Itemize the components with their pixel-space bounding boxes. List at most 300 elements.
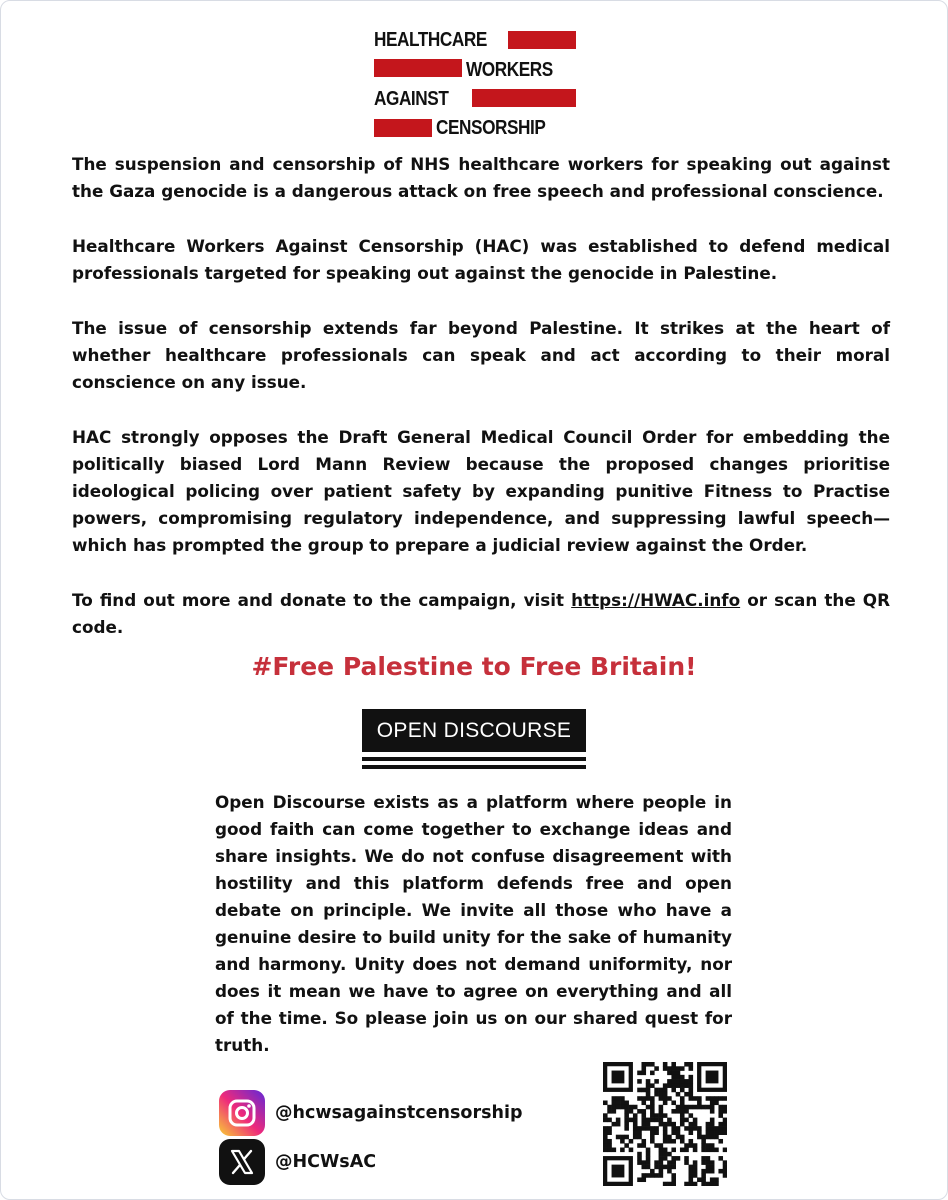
qr-module bbox=[723, 1122, 727, 1127]
qr-module bbox=[659, 1088, 664, 1093]
qr-module bbox=[650, 1173, 655, 1178]
qr-module bbox=[710, 1169, 715, 1174]
qr-module bbox=[659, 1156, 664, 1161]
qr-module bbox=[693, 1143, 698, 1148]
open-discourse-logo bbox=[362, 709, 586, 769]
qr-module bbox=[697, 1096, 702, 1101]
qr-module bbox=[676, 1075, 681, 1080]
qr-module bbox=[603, 1135, 608, 1140]
qr-module bbox=[659, 1092, 664, 1097]
qr-module bbox=[607, 1118, 612, 1123]
qr-module bbox=[646, 1156, 651, 1161]
qr-module bbox=[659, 1122, 664, 1127]
qr-module bbox=[710, 1148, 715, 1153]
logo-bar bbox=[472, 89, 576, 107]
qr-module bbox=[684, 1109, 689, 1114]
qr-module bbox=[714, 1148, 719, 1153]
qr-module bbox=[689, 1083, 694, 1088]
qr-module bbox=[646, 1165, 651, 1170]
qr-module bbox=[620, 1139, 625, 1144]
qr-module bbox=[723, 1148, 727, 1153]
qr-module bbox=[671, 1165, 676, 1170]
qr-module bbox=[603, 1100, 608, 1105]
qr-module bbox=[646, 1152, 651, 1157]
qr-module bbox=[671, 1130, 676, 1135]
qr-module bbox=[706, 1156, 711, 1161]
qr-module bbox=[693, 1169, 698, 1174]
qr-module bbox=[641, 1143, 646, 1148]
qr-module bbox=[710, 1135, 715, 1140]
qr-module bbox=[671, 1148, 676, 1153]
qr-module bbox=[650, 1096, 655, 1101]
qr-module bbox=[689, 1182, 694, 1186]
qr-module bbox=[676, 1156, 681, 1161]
qr-module bbox=[663, 1156, 668, 1161]
qr-module bbox=[612, 1105, 617, 1110]
qr-module bbox=[710, 1109, 715, 1114]
qr-module bbox=[667, 1169, 672, 1174]
qr-module bbox=[680, 1083, 685, 1088]
qr-module bbox=[667, 1122, 672, 1127]
qr-module bbox=[706, 1148, 711, 1153]
qr-module bbox=[693, 1122, 698, 1127]
qr-module bbox=[718, 1156, 723, 1161]
qr-module bbox=[718, 1130, 723, 1135]
qr-module bbox=[607, 1109, 612, 1114]
qr-module bbox=[693, 1182, 698, 1186]
qr-module bbox=[671, 1160, 676, 1165]
qr-module bbox=[659, 1148, 664, 1153]
qr-module bbox=[654, 1130, 659, 1135]
qr-module bbox=[710, 1177, 715, 1182]
qr-module bbox=[654, 1079, 659, 1084]
qr-module bbox=[659, 1118, 664, 1123]
qr-module bbox=[671, 1109, 676, 1114]
qr-module bbox=[641, 1177, 646, 1182]
qr-module bbox=[689, 1165, 694, 1170]
qr-module bbox=[723, 1105, 727, 1110]
qr-module bbox=[629, 1139, 634, 1144]
qr-module bbox=[620, 1096, 625, 1101]
qr-module bbox=[684, 1083, 689, 1088]
qr-module bbox=[667, 1160, 672, 1165]
qr-module bbox=[706, 1126, 711, 1131]
qr-module bbox=[641, 1109, 646, 1114]
qr-module bbox=[671, 1079, 676, 1084]
qr-module bbox=[659, 1105, 664, 1110]
qr-module bbox=[684, 1143, 689, 1148]
qr-module bbox=[663, 1066, 668, 1071]
qr-module bbox=[676, 1092, 681, 1097]
qr-module bbox=[710, 1182, 715, 1186]
about-hac-paragraph: Healthcare Workers Against Censorship (HAC) was established to defend medical professionals targeted for speaking out against the genocide in Palestine. bbox=[72, 236, 890, 283]
qr-module bbox=[684, 1126, 689, 1131]
qr-module bbox=[646, 1079, 651, 1084]
qr-module bbox=[680, 1079, 685, 1084]
qr-module bbox=[637, 1160, 642, 1165]
qr-module bbox=[612, 1109, 617, 1114]
qr-module bbox=[633, 1118, 638, 1123]
qr-module bbox=[701, 1105, 706, 1110]
qr-module bbox=[663, 1130, 668, 1135]
qr-module bbox=[663, 1135, 668, 1140]
qr-module bbox=[667, 1096, 672, 1101]
qr-module bbox=[650, 1071, 655, 1076]
qr-module bbox=[718, 1105, 723, 1110]
qr-module bbox=[680, 1122, 685, 1127]
qr-module bbox=[714, 1100, 719, 1105]
qr-module bbox=[710, 1118, 715, 1123]
qr-module bbox=[689, 1177, 694, 1182]
qr-module bbox=[689, 1169, 694, 1174]
qr-module bbox=[646, 1092, 651, 1097]
qr-module bbox=[701, 1182, 706, 1186]
logo-word: WORKERS bbox=[466, 59, 553, 81]
qr-module bbox=[629, 1148, 634, 1153]
qr-module bbox=[659, 1173, 664, 1178]
qr-module bbox=[612, 1148, 617, 1153]
qr-module bbox=[680, 1088, 685, 1093]
qr-module bbox=[603, 1139, 608, 1144]
qr-module bbox=[633, 1126, 638, 1131]
qr-module bbox=[710, 1165, 715, 1170]
qr-module bbox=[714, 1177, 719, 1182]
qr-module bbox=[701, 1139, 706, 1144]
qr-module bbox=[684, 1062, 689, 1067]
qr-module bbox=[616, 1105, 621, 1110]
qr-module bbox=[646, 1105, 651, 1110]
qr-module bbox=[624, 1109, 629, 1114]
qr-module bbox=[689, 1122, 694, 1127]
qr-module bbox=[624, 1113, 629, 1118]
qr-module bbox=[701, 1135, 706, 1140]
qr-module bbox=[676, 1126, 681, 1131]
qr-module bbox=[654, 1165, 659, 1170]
qr-module bbox=[689, 1066, 694, 1071]
qr-module bbox=[650, 1126, 655, 1131]
qr-module bbox=[616, 1135, 621, 1140]
qr-module bbox=[701, 1173, 706, 1178]
qr-module bbox=[624, 1118, 629, 1123]
qr-module bbox=[663, 1122, 668, 1127]
hwac-link[interactable]: https://HWAC.info bbox=[571, 590, 741, 610]
qr-module bbox=[637, 1152, 642, 1157]
qr-module bbox=[641, 1062, 646, 1067]
instagram-icon bbox=[219, 1090, 265, 1136]
qr-module bbox=[680, 1066, 685, 1071]
qr-module bbox=[667, 1083, 672, 1088]
qr-module bbox=[689, 1088, 694, 1093]
qr-module bbox=[637, 1096, 642, 1101]
qr-module bbox=[693, 1126, 698, 1131]
qr-module bbox=[637, 1177, 642, 1182]
qr-module bbox=[641, 1100, 646, 1105]
qr-module bbox=[646, 1062, 651, 1067]
qr-module bbox=[663, 1113, 668, 1118]
qr-module bbox=[663, 1148, 668, 1153]
qr-module bbox=[624, 1135, 629, 1140]
qr-module bbox=[646, 1118, 651, 1123]
x-logo-icon bbox=[219, 1139, 265, 1185]
qr-module bbox=[620, 1135, 625, 1140]
instagram-handle: @hcwsagainstcensorship bbox=[275, 1103, 523, 1123]
qr-module bbox=[718, 1096, 723, 1101]
qr-module bbox=[637, 1071, 642, 1076]
qr-module bbox=[671, 1139, 676, 1144]
qr-module bbox=[624, 1100, 629, 1105]
qr-module bbox=[663, 1083, 668, 1088]
qr-module bbox=[689, 1092, 694, 1097]
qr-module bbox=[641, 1160, 646, 1165]
qr-module bbox=[680, 1148, 685, 1153]
qr-module bbox=[641, 1113, 646, 1118]
logo-bar bbox=[508, 31, 576, 49]
qr-module bbox=[646, 1088, 651, 1093]
qr-module bbox=[603, 1126, 608, 1131]
qr-module bbox=[603, 1130, 608, 1135]
qr-module bbox=[650, 1113, 655, 1118]
qr-module bbox=[650, 1118, 655, 1123]
qr-module bbox=[654, 1160, 659, 1165]
qr-module bbox=[659, 1152, 664, 1157]
qr-module bbox=[671, 1071, 676, 1076]
qr-module bbox=[650, 1100, 655, 1105]
qr-module bbox=[641, 1096, 646, 1101]
qr-module bbox=[689, 1096, 694, 1101]
qr-module bbox=[680, 1109, 685, 1114]
qr-module bbox=[641, 1139, 646, 1144]
qr-module bbox=[684, 1118, 689, 1123]
qr-module bbox=[701, 1160, 706, 1165]
qr-module bbox=[637, 1126, 642, 1131]
slogan: #Free Palestine to Free Britain! bbox=[251, 652, 697, 681]
qr-module bbox=[667, 1079, 672, 1084]
qr-module bbox=[693, 1148, 698, 1153]
qr-module bbox=[714, 1130, 719, 1135]
qr-module bbox=[680, 1100, 685, 1105]
qr-module bbox=[663, 1088, 668, 1093]
qr-module bbox=[689, 1079, 694, 1084]
qr-module bbox=[667, 1139, 672, 1144]
qr-module bbox=[637, 1143, 642, 1148]
qr-module bbox=[706, 1143, 711, 1148]
qr-module bbox=[650, 1083, 655, 1088]
qr-module bbox=[693, 1096, 698, 1101]
qr-module bbox=[667, 1165, 672, 1170]
qr-module bbox=[689, 1126, 694, 1131]
qr-module bbox=[654, 1143, 659, 1148]
qr-module bbox=[710, 1096, 715, 1101]
qr-module bbox=[667, 1135, 672, 1140]
qr-module bbox=[667, 1066, 672, 1071]
qr-module bbox=[671, 1066, 676, 1071]
qr-module bbox=[637, 1156, 642, 1161]
qr-module bbox=[671, 1126, 676, 1131]
qr-module bbox=[671, 1088, 676, 1093]
qr-module bbox=[633, 1122, 638, 1127]
qr-module bbox=[671, 1156, 676, 1161]
qr-module bbox=[701, 1177, 706, 1182]
qr-module bbox=[607, 1148, 612, 1153]
qr-module bbox=[646, 1083, 651, 1088]
qr-module bbox=[603, 1143, 608, 1148]
qr-module bbox=[710, 1126, 715, 1131]
qr-module bbox=[710, 1105, 715, 1110]
qr-module bbox=[676, 1083, 681, 1088]
qr-module bbox=[684, 1160, 689, 1165]
qr-module bbox=[650, 1139, 655, 1144]
qr-module bbox=[710, 1100, 715, 1105]
qr-module bbox=[689, 1113, 694, 1118]
qr-module bbox=[607, 1143, 612, 1148]
qr-module bbox=[689, 1105, 694, 1110]
qr-module bbox=[680, 1139, 685, 1144]
qr-module bbox=[654, 1113, 659, 1118]
qr-module bbox=[680, 1118, 685, 1123]
qr-module bbox=[689, 1139, 694, 1144]
qr-module bbox=[607, 1139, 612, 1144]
qr-module bbox=[637, 1109, 642, 1114]
qr-module bbox=[641, 1118, 646, 1123]
qr-module bbox=[663, 1182, 668, 1186]
qr-module bbox=[646, 1122, 651, 1127]
qr-module bbox=[633, 1113, 638, 1118]
qr-module bbox=[633, 1105, 638, 1110]
qr-module bbox=[646, 1096, 651, 1101]
qr-module bbox=[718, 1109, 723, 1114]
qr-module bbox=[659, 1165, 664, 1170]
qr-module bbox=[663, 1152, 668, 1157]
qr-module bbox=[654, 1088, 659, 1093]
qr-module bbox=[671, 1182, 676, 1186]
qr-module bbox=[663, 1126, 668, 1131]
qr-module bbox=[612, 1165, 625, 1178]
qr-module bbox=[620, 1105, 625, 1110]
qr-module bbox=[701, 1169, 706, 1174]
qr-module bbox=[667, 1071, 672, 1076]
open-discourse-description: Open Discourse exists as a platform where people in good faith can come together to exchange ideas and share insights. We do not confuse disagreement with hostility and this platform defends free and open debate on principle. We invite all those who have a genuine desire to build unity for the sake of humanity and harmony. Unity does not demand uniformity, nor does it mean we have to agree on everything and all of the time. So please join us on our shared quest for truth. bbox=[215, 792, 732, 1055]
qr-module bbox=[629, 1109, 634, 1114]
badge-underline bbox=[362, 765, 586, 769]
qr-module bbox=[706, 1105, 711, 1110]
qr-module bbox=[671, 1083, 676, 1088]
qr-module bbox=[654, 1173, 659, 1178]
qr-module bbox=[697, 1177, 702, 1182]
qr-module bbox=[706, 1160, 711, 1165]
qr-module bbox=[723, 1118, 727, 1123]
x-handle: @HCWsAC bbox=[275, 1152, 377, 1172]
qr-module bbox=[680, 1105, 685, 1110]
qr-module bbox=[663, 1062, 668, 1067]
qr-module bbox=[684, 1182, 689, 1186]
qr-module bbox=[676, 1105, 681, 1110]
qr-module bbox=[641, 1165, 646, 1170]
qr-module bbox=[684, 1148, 689, 1153]
qr-module bbox=[603, 1113, 608, 1118]
qr-module bbox=[663, 1165, 668, 1170]
qr-module bbox=[714, 1126, 719, 1131]
qr-module bbox=[718, 1139, 723, 1144]
qr-module bbox=[659, 1160, 664, 1165]
qr-module bbox=[641, 1122, 646, 1127]
qr-module bbox=[671, 1173, 676, 1178]
qr-code-image bbox=[603, 1062, 727, 1186]
qr-module bbox=[689, 1075, 694, 1080]
qr-module bbox=[723, 1165, 727, 1170]
qr-module bbox=[680, 1135, 685, 1140]
qr-module bbox=[663, 1139, 668, 1144]
qr-module bbox=[646, 1173, 651, 1178]
qr-module bbox=[637, 1079, 642, 1084]
qr-module bbox=[612, 1071, 625, 1084]
qr-module bbox=[654, 1066, 659, 1071]
qr-module bbox=[607, 1105, 612, 1110]
qr-module bbox=[633, 1135, 638, 1140]
qr-module bbox=[637, 1130, 642, 1135]
qr-module bbox=[701, 1148, 706, 1153]
qr-code[interactable] bbox=[603, 1062, 727, 1186]
qr-module bbox=[706, 1130, 711, 1135]
qr-module bbox=[693, 1160, 698, 1165]
qr-module bbox=[710, 1160, 715, 1165]
qr-module bbox=[650, 1130, 655, 1135]
logo-word: AGAINST bbox=[374, 88, 449, 110]
qr-module bbox=[641, 1088, 646, 1093]
qr-module bbox=[684, 1156, 689, 1161]
qr-module bbox=[706, 1182, 711, 1186]
logo-word: HEALTHCARE bbox=[374, 29, 487, 51]
qr-module bbox=[603, 1118, 608, 1123]
qr-module bbox=[676, 1066, 681, 1071]
qr-module bbox=[697, 1126, 702, 1131]
qr-module bbox=[629, 1105, 634, 1110]
intro-paragraph: The suspension and censorship of NHS healthcare workers for speaking out against the Gaza genocide is a dangerous attack on free speech and professional conscience. bbox=[72, 154, 890, 201]
qr-module bbox=[693, 1165, 698, 1170]
qr-module bbox=[671, 1177, 676, 1182]
qr-module bbox=[718, 1113, 723, 1118]
open-discourse-label: OPEN DISCOURSE bbox=[362, 709, 586, 752]
qr-module bbox=[714, 1182, 719, 1186]
qr-module bbox=[671, 1062, 676, 1067]
qr-module bbox=[646, 1160, 651, 1165]
qr-module bbox=[680, 1113, 685, 1118]
qr-module bbox=[641, 1126, 646, 1131]
qr-module bbox=[676, 1135, 681, 1140]
qr-module bbox=[624, 1143, 629, 1148]
qr-module bbox=[676, 1109, 681, 1114]
qr-module bbox=[714, 1135, 719, 1140]
qr-module bbox=[667, 1152, 672, 1157]
qr-module bbox=[654, 1092, 659, 1097]
qr-module bbox=[697, 1130, 702, 1135]
qr-module bbox=[663, 1096, 668, 1101]
qr-module bbox=[706, 1122, 711, 1127]
qr-module bbox=[689, 1173, 694, 1178]
qr-module bbox=[697, 1100, 702, 1105]
qr-module bbox=[706, 1071, 719, 1084]
qr-module bbox=[654, 1126, 659, 1131]
qr-module bbox=[624, 1105, 629, 1110]
donate-text: To find out more and donate to the campaign, visit bbox=[72, 590, 572, 610]
qr-module bbox=[723, 1130, 727, 1135]
qr-module bbox=[650, 1169, 655, 1174]
qr-module bbox=[680, 1096, 685, 1101]
qr-module bbox=[603, 1148, 608, 1153]
qr-module bbox=[689, 1062, 694, 1067]
qr-module bbox=[641, 1071, 646, 1076]
qr-module bbox=[667, 1182, 672, 1186]
qr-module bbox=[723, 1173, 727, 1178]
